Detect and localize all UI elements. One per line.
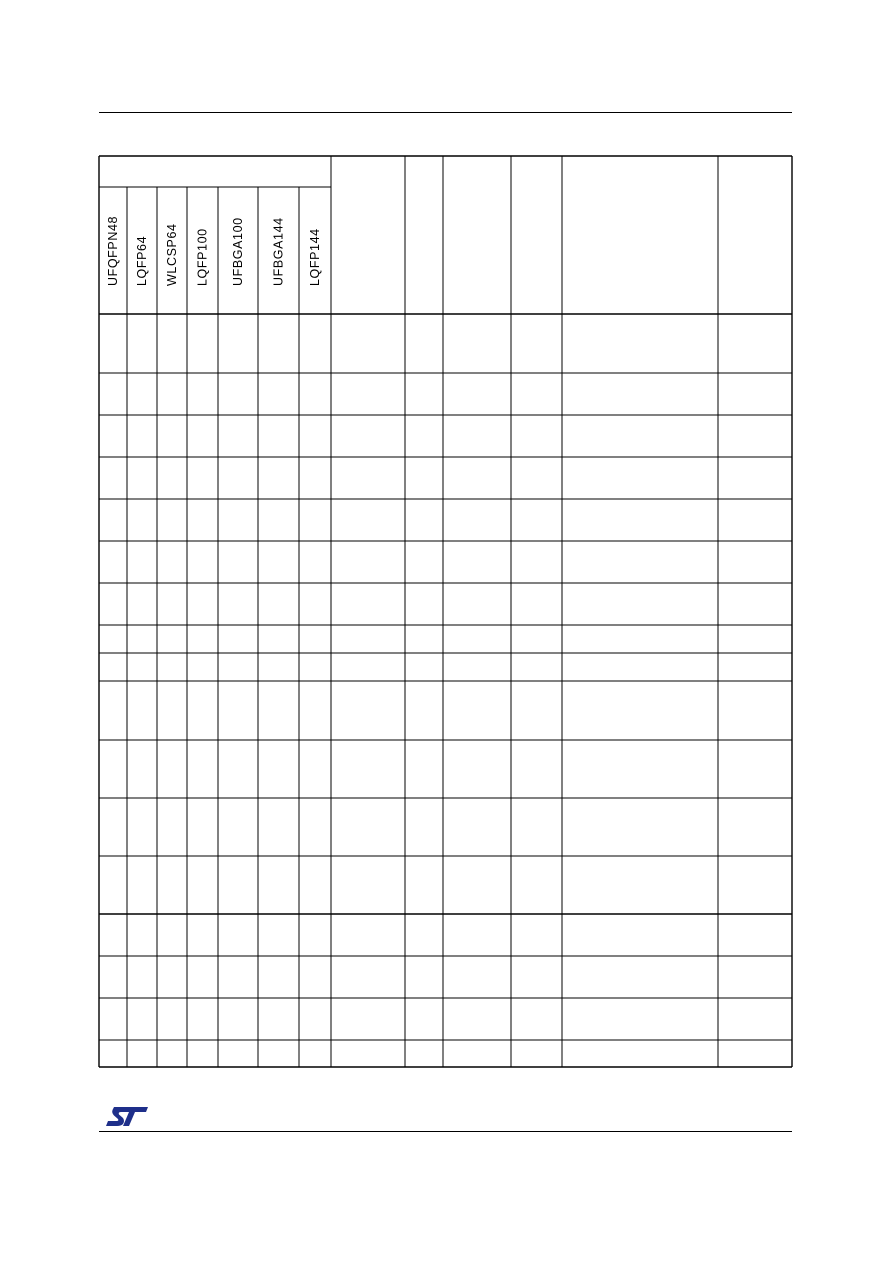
st-logo-icon <box>104 1104 150 1128</box>
package-column-header: WLCSP64 <box>165 223 179 286</box>
package-column-header: LQFP64 <box>135 235 149 286</box>
package-column-header: UFBGA100 <box>231 217 245 286</box>
package-column-header: UFQFPN48 <box>106 215 120 286</box>
package-column-header: LQFP144 <box>308 228 322 286</box>
package-column-header: LQFP100 <box>195 228 210 286</box>
package-column-header: UFBGA144 <box>271 217 286 286</box>
page-footer-rule <box>99 1131 792 1132</box>
